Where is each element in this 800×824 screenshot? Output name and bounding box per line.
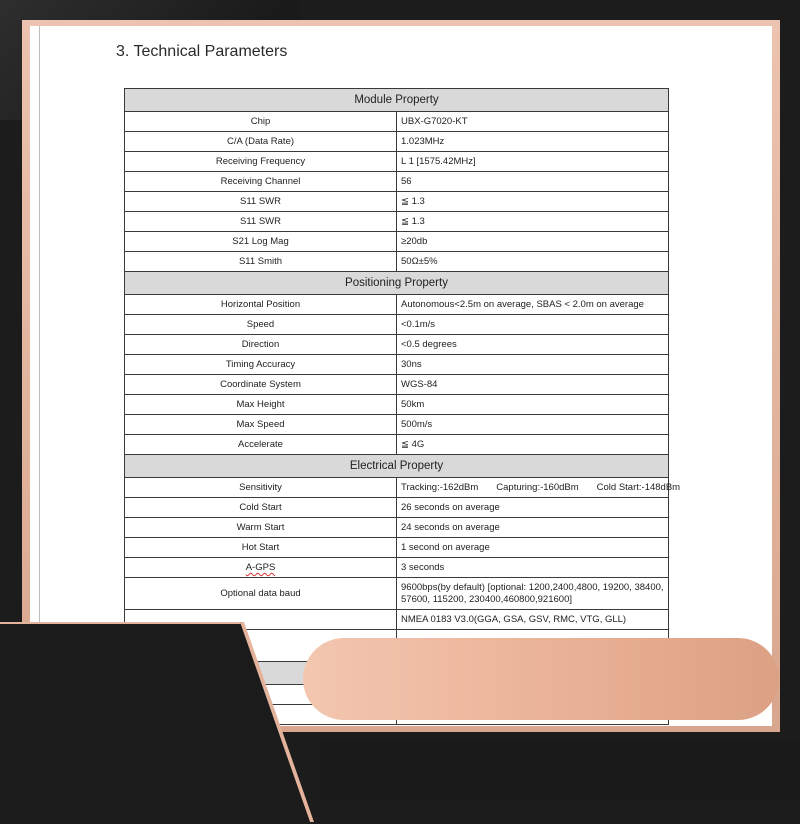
param-value: 26 seconds on average (397, 498, 669, 518)
table-row (125, 212, 669, 232)
param-name: Timing Accuracy (125, 355, 397, 375)
param-name: Direction (125, 335, 397, 355)
param-value (397, 478, 681, 498)
param-value: 9600bps(by default) [optional: 1200,2400,4800, 19200, 38400, 57600, 115200, 230400,460800,921600] (397, 578, 669, 610)
table-row (125, 295, 669, 315)
decorative-pill-overlay (303, 638, 779, 720)
table-row (125, 132, 669, 152)
page-margin-line (39, 26, 40, 726)
param-value: 30ns (397, 355, 669, 375)
param-name: S21 Log Mag (125, 232, 397, 252)
table-row (125, 172, 669, 192)
document-page (30, 26, 772, 726)
param-value: ≦ 4G (397, 435, 669, 455)
param-name: S11 SWR (125, 212, 397, 232)
table-row (125, 112, 669, 132)
param-name: S11 Smith (125, 252, 397, 272)
sensitivity-capturing: Capturing:-160dBm (496, 482, 579, 493)
table-row (125, 498, 669, 518)
param-value: WGS-84 (397, 375, 669, 395)
param-value: NMEA 0183 V3.0(GGA, GSA, GSV, RMC, VTG, GLL) (397, 610, 669, 630)
section-title: 3. Technical Parameters (116, 43, 288, 60)
param-value: ≦ 1.3 (397, 212, 669, 232)
param-name: Horizontal Position (125, 295, 397, 315)
table-row (125, 232, 669, 252)
param-name: Max Height (125, 395, 397, 415)
param-value: <0.1m/s (397, 315, 669, 335)
table-row (125, 335, 669, 355)
param-name: S11 SWR (125, 192, 397, 212)
section-header: Module Property (125, 89, 669, 112)
table-row (125, 478, 669, 498)
param-name: Cold Start (125, 498, 397, 518)
param-name: Receiving Frequency (125, 152, 397, 172)
param-name-text: A-GPS (245, 562, 276, 573)
table-row (125, 395, 669, 415)
param-name: Coordinate System (125, 375, 397, 395)
param-value: 500m/s (397, 415, 669, 435)
param-name (125, 558, 397, 578)
param-value: 50km (397, 395, 669, 415)
section-header: Electrical Property (125, 455, 669, 478)
param-name: Optional data baud (125, 578, 397, 610)
param-name: C/A (Data Rate) (125, 132, 397, 152)
param-value: <0.5 degrees (397, 335, 669, 355)
param-value: 1 second on average (397, 538, 669, 558)
param-name: Warm Start (125, 518, 397, 538)
background-strip (320, 742, 800, 800)
param-name: Chip (125, 112, 397, 132)
param-value: 50Ω±5% (397, 252, 669, 272)
table-row (125, 375, 669, 395)
table-row (125, 518, 669, 538)
param-name: Speed (125, 315, 397, 335)
table-row (125, 578, 669, 610)
param-value: ≦ 1.3 (397, 192, 669, 212)
table-row (125, 538, 669, 558)
param-value: UBX-G7020-KT (397, 112, 669, 132)
table-row (125, 435, 669, 455)
table-row (125, 415, 669, 435)
table-row (125, 315, 669, 335)
param-name: Accelerate (125, 435, 397, 455)
param-name: Max Speed (125, 415, 397, 435)
table-row (125, 152, 669, 172)
param-value: 24 seconds on average (397, 518, 669, 538)
param-name: Receiving Channel (125, 172, 397, 192)
param-name: Sensitivity (125, 478, 397, 498)
table-row (125, 252, 669, 272)
sensitivity-tracking: Tracking:-162dBm (401, 482, 479, 493)
section-header-row (125, 455, 669, 478)
param-value: Autonomous<2.5m on average, SBAS < 2.0m on average (397, 295, 669, 315)
section-header-row (125, 89, 669, 112)
section-header-row (125, 272, 669, 295)
table-row (125, 355, 669, 375)
section-header: Positioning Property (125, 272, 669, 295)
sensitivity-cold-start: Cold Start:-148dBm (596, 482, 681, 493)
param-value: 1.023MHz (397, 132, 669, 152)
table-row (125, 192, 669, 212)
param-name: Hot Start (125, 538, 397, 558)
param-value: 3 seconds (397, 558, 669, 578)
param-value: L 1 [1575.42MHz] (397, 152, 669, 172)
table-row (125, 558, 669, 578)
param-value: 56 (397, 172, 669, 192)
param-value: ≥20db (397, 232, 669, 252)
